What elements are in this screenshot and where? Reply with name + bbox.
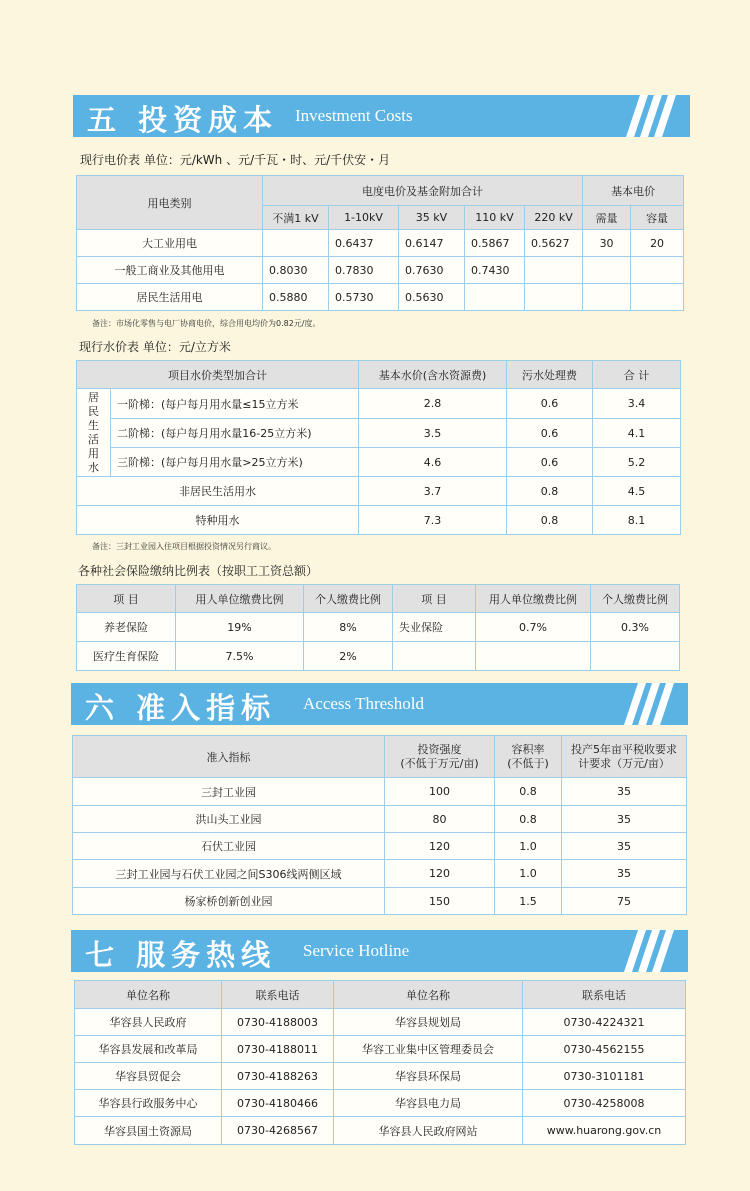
table-row	[75, 1090, 686, 1117]
table-cell: 华容县人民政府网站	[334, 1117, 523, 1145]
phone-number: 0730-3101181	[523, 1063, 686, 1090]
table-cell: 0.8	[507, 477, 593, 506]
table-cell: 150	[385, 888, 495, 915]
table-cell: 1.0	[495, 860, 562, 888]
header-cell: 单位名称	[75, 981, 222, 1009]
table-cell: 华容县行政服务中心	[75, 1090, 222, 1117]
header-sewage: 污水处理费	[507, 361, 593, 389]
phone-number: 0730-4258008	[523, 1090, 686, 1117]
header-category: 用电类别	[77, 176, 263, 230]
header-cell: 个人缴费比例	[591, 585, 680, 613]
table-row	[77, 506, 681, 535]
table-cell: 35	[562, 833, 687, 860]
row-label: 特种用水	[77, 506, 359, 535]
table-cell: 失业保险	[393, 613, 476, 642]
table-cell: 120	[385, 860, 495, 888]
threshold-table	[72, 735, 687, 915]
table-row	[77, 230, 684, 257]
table-row	[77, 477, 681, 506]
table-cell: 0.8	[507, 506, 593, 535]
table-cell	[465, 284, 525, 311]
table-cell: 0.7630	[399, 257, 465, 284]
table-cell: 华容县发展和改革局	[75, 1036, 222, 1063]
table-cell	[591, 642, 680, 671]
header-total: 合 计	[593, 361, 681, 389]
table-cell: 19%	[176, 613, 304, 642]
table-cell: 0.8	[495, 806, 562, 833]
table-cell: 0.7%	[476, 613, 591, 642]
table-cell: 医疗生育保险	[77, 642, 176, 671]
section-title-cn: 七 服务热线	[85, 938, 277, 972]
table-cell: 0.5867	[465, 230, 525, 257]
row-label: 二阶梯：(每户每月用水量16-25立方米)	[111, 419, 359, 448]
electricity-note: 备注：市场化零售与电厂协商电价，综合用电均价为0.82元/度。	[92, 319, 321, 328]
table-cell: 华容县国土资源局	[75, 1117, 222, 1145]
table-cell	[583, 257, 631, 284]
insurance-table	[76, 584, 680, 671]
table-cell: 0.6	[507, 419, 593, 448]
header-voltage: 110 kV	[465, 206, 525, 230]
water-note: 备注：三封工业园入住项目根据投资情况另行商议。	[92, 542, 276, 551]
section-title-en: Service Hotline	[303, 941, 410, 960]
table-cell	[631, 284, 684, 311]
table-cell	[631, 257, 684, 284]
header-voltage: 220 kV	[525, 206, 583, 230]
water-caption: 现行水价表 单位：元/立方米	[79, 340, 231, 354]
table-cell: 35	[562, 806, 687, 833]
table-cell: 20	[631, 230, 684, 257]
table-cell: 0.7430	[465, 257, 525, 284]
phone-number: 0730-4188003	[222, 1009, 334, 1036]
table-row	[73, 888, 687, 915]
electricity-caption: 现行电价表 单位：元/kWh 、元/千瓦・时、元/千伏安・月	[80, 153, 391, 167]
insurance-caption: 各种社会保险缴纳比例表（按职工工资总额）	[78, 564, 319, 578]
header-cell: 容积率 (不低于)	[495, 736, 562, 778]
table-cell: 0.6	[507, 448, 593, 477]
table-row	[75, 1009, 686, 1036]
table-cell: 0.6	[507, 389, 593, 419]
table-cell: 35	[562, 860, 687, 888]
table-cell: 30	[583, 230, 631, 257]
table-cell	[583, 284, 631, 311]
resident-label-text: 居民生活用水	[88, 390, 99, 474]
table-cell: 75	[562, 888, 687, 915]
table-cell: 0.5627	[525, 230, 583, 257]
table-cell: 8%	[304, 613, 393, 642]
table-row	[77, 389, 681, 419]
resident-label	[77, 389, 111, 477]
table-row	[77, 419, 681, 448]
row-label: 大工业用电	[77, 230, 263, 257]
table-cell	[525, 284, 583, 311]
phone-number: 0730-4188011	[222, 1036, 334, 1063]
table-row	[77, 448, 681, 477]
table-cell: 2%	[304, 642, 393, 671]
table-row	[73, 833, 687, 860]
header-basic-water: 基本水价(含水资源费)	[359, 361, 507, 389]
table-row	[77, 257, 684, 284]
header-cell: 单位名称	[334, 981, 523, 1009]
table-cell: 3.7	[359, 477, 507, 506]
table-cell: 华容县人民政府	[75, 1009, 222, 1036]
header-voltage: 35 kV	[399, 206, 465, 230]
table-cell: 杨家桥创新创业园	[73, 888, 385, 915]
table-cell: 0.3%	[591, 613, 680, 642]
header-voltage: 不满1 kV	[263, 206, 329, 230]
table-cell	[525, 257, 583, 284]
table-cell: 35	[562, 778, 687, 806]
hotline-table	[74, 980, 686, 1145]
header-cell: 用人单位缴费比例	[176, 585, 304, 613]
table-cell: 养老保险	[77, 613, 176, 642]
header-cell: 投资强度 (不低于万元/亩)	[385, 736, 495, 778]
header-energy-price: 电度电价及基金附加合计	[263, 176, 583, 206]
header-cell: 个人缴费比例	[304, 585, 393, 613]
table-cell: 0.5630	[399, 284, 465, 311]
table-cell: 4.6	[359, 448, 507, 477]
table-cell: 100	[385, 778, 495, 806]
table-cell: 120	[385, 833, 495, 860]
row-label: 非居民生活用水	[77, 477, 359, 506]
section-banner-access	[71, 683, 688, 725]
header-cell: 联系电话	[523, 981, 686, 1009]
table-cell: 1.0	[495, 833, 562, 860]
table-row	[73, 778, 687, 806]
table-cell: 0.7830	[329, 257, 399, 284]
table-cell: 华容县环保局	[334, 1063, 523, 1090]
row-label: 三阶梯：(每户每月用水量>25立方米)	[111, 448, 359, 477]
phone-number: 0730-4562155	[523, 1036, 686, 1063]
table-row	[73, 806, 687, 833]
table-cell: 0.5880	[263, 284, 329, 311]
table-cell: 洪山头工业园	[73, 806, 385, 833]
table-cell: 0.8030	[263, 257, 329, 284]
row-label: 居民生活用电	[77, 284, 263, 311]
table-row	[77, 613, 680, 642]
section-banner-investment	[73, 95, 690, 137]
phone-number: 0730-4268567	[222, 1117, 334, 1145]
table-cell: 8.1	[593, 506, 681, 535]
section-title-cn: 五 投资成本	[87, 103, 279, 137]
table-cell: 三封工业园与石伏工业园之间S306线两侧区域	[73, 860, 385, 888]
table-cell: 4.5	[593, 477, 681, 506]
table-row	[77, 642, 680, 671]
table-cell: 华容工业集中区管理委员会	[334, 1036, 523, 1063]
header-cell: 准入指标	[73, 736, 385, 778]
row-label: 一阶梯：(每户每月用水量≤15立方米	[111, 389, 359, 419]
table-row	[75, 1117, 686, 1145]
stripes-decoration-icon	[626, 95, 686, 137]
table-row	[75, 1063, 686, 1090]
table-cell: 3.4	[593, 389, 681, 419]
header-basic-price: 基本电价	[583, 176, 684, 206]
header-cell: 项 目	[77, 585, 176, 613]
table-cell: 华容县规划局	[334, 1009, 523, 1036]
phone-number: 0730-4188263	[222, 1063, 334, 1090]
phone-number: 0730-4224321	[523, 1009, 686, 1036]
header-voltage: 1-10kV	[329, 206, 399, 230]
table-cell: 0.8	[495, 778, 562, 806]
table-cell: 三封工业园	[73, 778, 385, 806]
table-cell: 7.5%	[176, 642, 304, 671]
stripes-decoration-icon	[624, 683, 684, 725]
table-cell: 0.5730	[329, 284, 399, 311]
table-cell: 0.6147	[399, 230, 465, 257]
table-row	[75, 1036, 686, 1063]
section-title-en: Investment Costs	[295, 106, 413, 125]
table-cell: 4.1	[593, 419, 681, 448]
header-cell: 用人单位缴费比例	[476, 585, 591, 613]
header-capacity: 容量	[631, 206, 684, 230]
table-cell: 0.6437	[329, 230, 399, 257]
row-label: 一般工商业及其他用电	[77, 257, 263, 284]
header-demand: 需量	[583, 206, 631, 230]
table-cell	[476, 642, 591, 671]
website-link[interactable]: www.huarong.gov.cn	[523, 1117, 686, 1145]
table-cell	[393, 642, 476, 671]
table-cell: 华容县电力局	[334, 1090, 523, 1117]
table-row	[73, 860, 687, 888]
table-cell: 1.5	[495, 888, 562, 915]
table-cell: 7.3	[359, 506, 507, 535]
table-row	[77, 284, 684, 311]
table-cell: 80	[385, 806, 495, 833]
stripes-decoration-icon	[624, 930, 684, 972]
section-title-en: Access Threshold	[303, 694, 425, 713]
water-table	[76, 360, 681, 535]
table-cell: 华容县贸促会	[75, 1063, 222, 1090]
section-title-cn: 六 准入指标	[85, 691, 277, 725]
header-cell: 项 目	[393, 585, 476, 613]
table-cell: 石伏工业园	[73, 833, 385, 860]
table-cell: 3.5	[359, 419, 507, 448]
section-banner-hotline	[71, 930, 688, 972]
table-cell: 5.2	[593, 448, 681, 477]
table-cell	[263, 230, 329, 257]
header-cell: 投产5年亩平税收要求 计要求（万元/亩）	[562, 736, 687, 778]
phone-number: 0730-4180466	[222, 1090, 334, 1117]
header-cell: 联系电话	[222, 981, 334, 1009]
header-water-type: 项目水价类型加合计	[77, 361, 359, 389]
table-cell: 2.8	[359, 389, 507, 419]
electricity-table	[76, 175, 684, 311]
